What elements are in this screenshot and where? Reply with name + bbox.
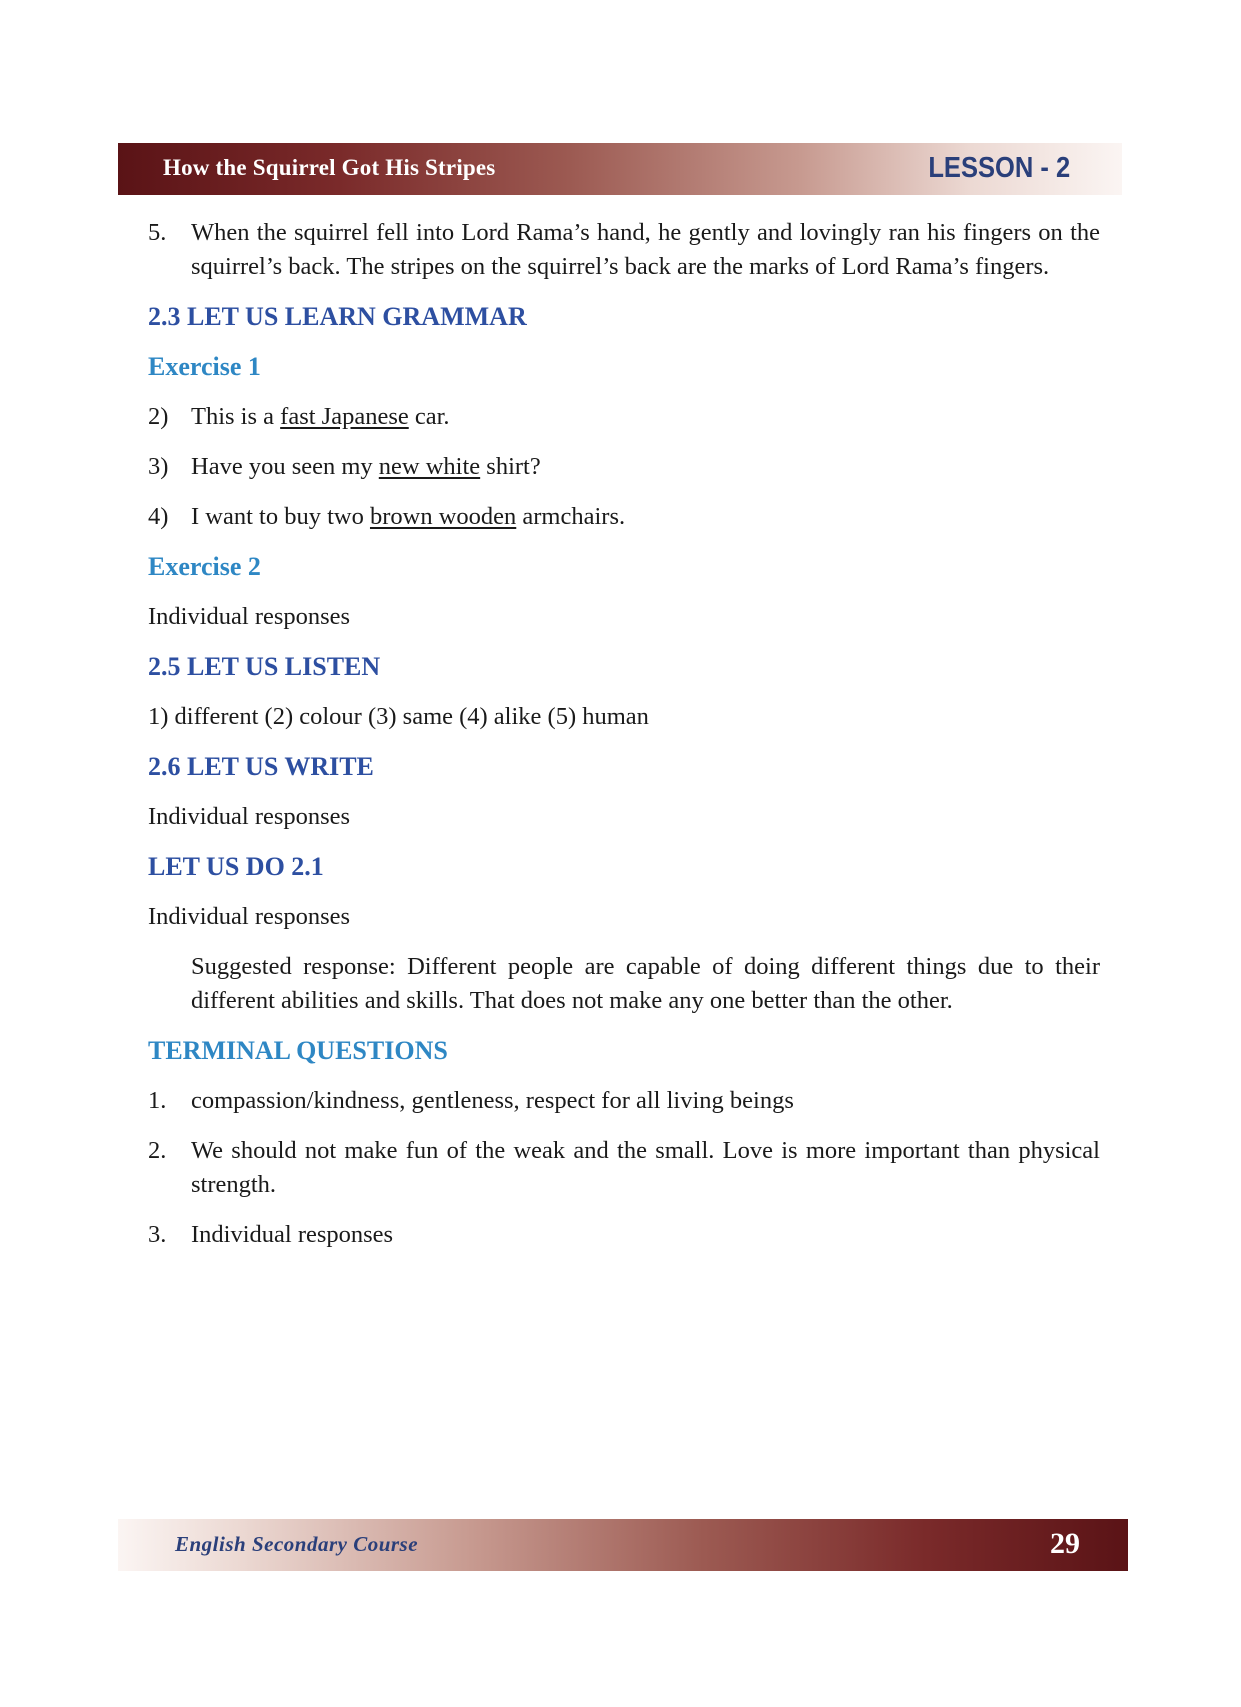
underlined-adjectives: new white xyxy=(378,453,481,480)
item-number: 2) xyxy=(148,403,169,430)
page-content xyxy=(148,216,1100,1268)
exercise-1-item xyxy=(148,500,1100,534)
course-name: English Secondary Course xyxy=(175,1532,419,1556)
exercise-1-item xyxy=(148,400,1100,434)
section-heading-listen: 2.5 LET US LISTEN xyxy=(148,652,381,681)
footer-band xyxy=(118,1519,1128,1571)
lesson-number: LESSON - 2 xyxy=(928,152,1070,184)
item-number: 1. xyxy=(148,1087,167,1114)
let-us-do-answer: Individual responses xyxy=(148,903,351,930)
item-text: When the squirrel fell into Lord Rama’s hand, he gently and lovingly ran his fingers on the squirrel’s back. The stripes on the squirrel’s back are the marks of Lord Rama’s fingers. xyxy=(191,219,1100,280)
item-number: 5. xyxy=(148,219,167,246)
item-text: Have you seen my new white shirt? xyxy=(191,453,541,480)
terminal-item xyxy=(148,1218,1100,1252)
exercise-2-answer: Individual responses xyxy=(148,603,351,630)
item-text: We should not make fun of the weak and the small. Love is more important than physical strength. xyxy=(191,1137,1100,1198)
underlined-adjectives: fast Japanese xyxy=(280,403,409,430)
page-number: 29 xyxy=(1050,1527,1080,1560)
item-text: Individual responses xyxy=(191,1221,394,1248)
section-heading-write: 2.6 LET US WRITE xyxy=(148,752,374,781)
header-band xyxy=(118,143,1122,195)
exercise-1-item xyxy=(148,450,1100,484)
item-number: 3) xyxy=(148,453,169,480)
section-heading-let-us-do: LET US DO 2.1 xyxy=(148,852,324,881)
exercise-1-heading: Exercise 1 xyxy=(148,352,261,381)
item-number: 3. xyxy=(148,1221,167,1248)
answer-item-5 xyxy=(148,216,1100,284)
lesson-title: How the Squirrel Got His Stripes xyxy=(163,155,496,180)
item-text: compassion/kindness, gentleness, respect for all living beings xyxy=(191,1087,794,1114)
listen-answer: 1) different (2) colour (3) same (4) alike (5) human xyxy=(148,703,649,730)
terminal-item xyxy=(148,1084,1100,1118)
item-number: 2. xyxy=(148,1137,167,1164)
suggested-response: Suggested response: Different people are capable of doing different things due to their different abilities and skills. That does not make any one better than the other. xyxy=(191,953,1100,1014)
underlined-adjectives: brown wooden xyxy=(369,503,517,530)
item-text: I want to buy two brown wooden armchairs. xyxy=(191,503,626,530)
item-text: This is a fast Japanese car. xyxy=(191,403,450,430)
write-answer: Individual responses xyxy=(148,803,351,830)
section-heading-terminal: TERMINAL QUESTIONS xyxy=(148,1036,448,1065)
terminal-item xyxy=(148,1134,1100,1202)
exercise-2-heading: Exercise 2 xyxy=(148,552,261,581)
item-number: 4) xyxy=(148,503,169,530)
section-heading-grammar: 2.3 LET US LEARN GRAMMAR xyxy=(148,302,527,331)
